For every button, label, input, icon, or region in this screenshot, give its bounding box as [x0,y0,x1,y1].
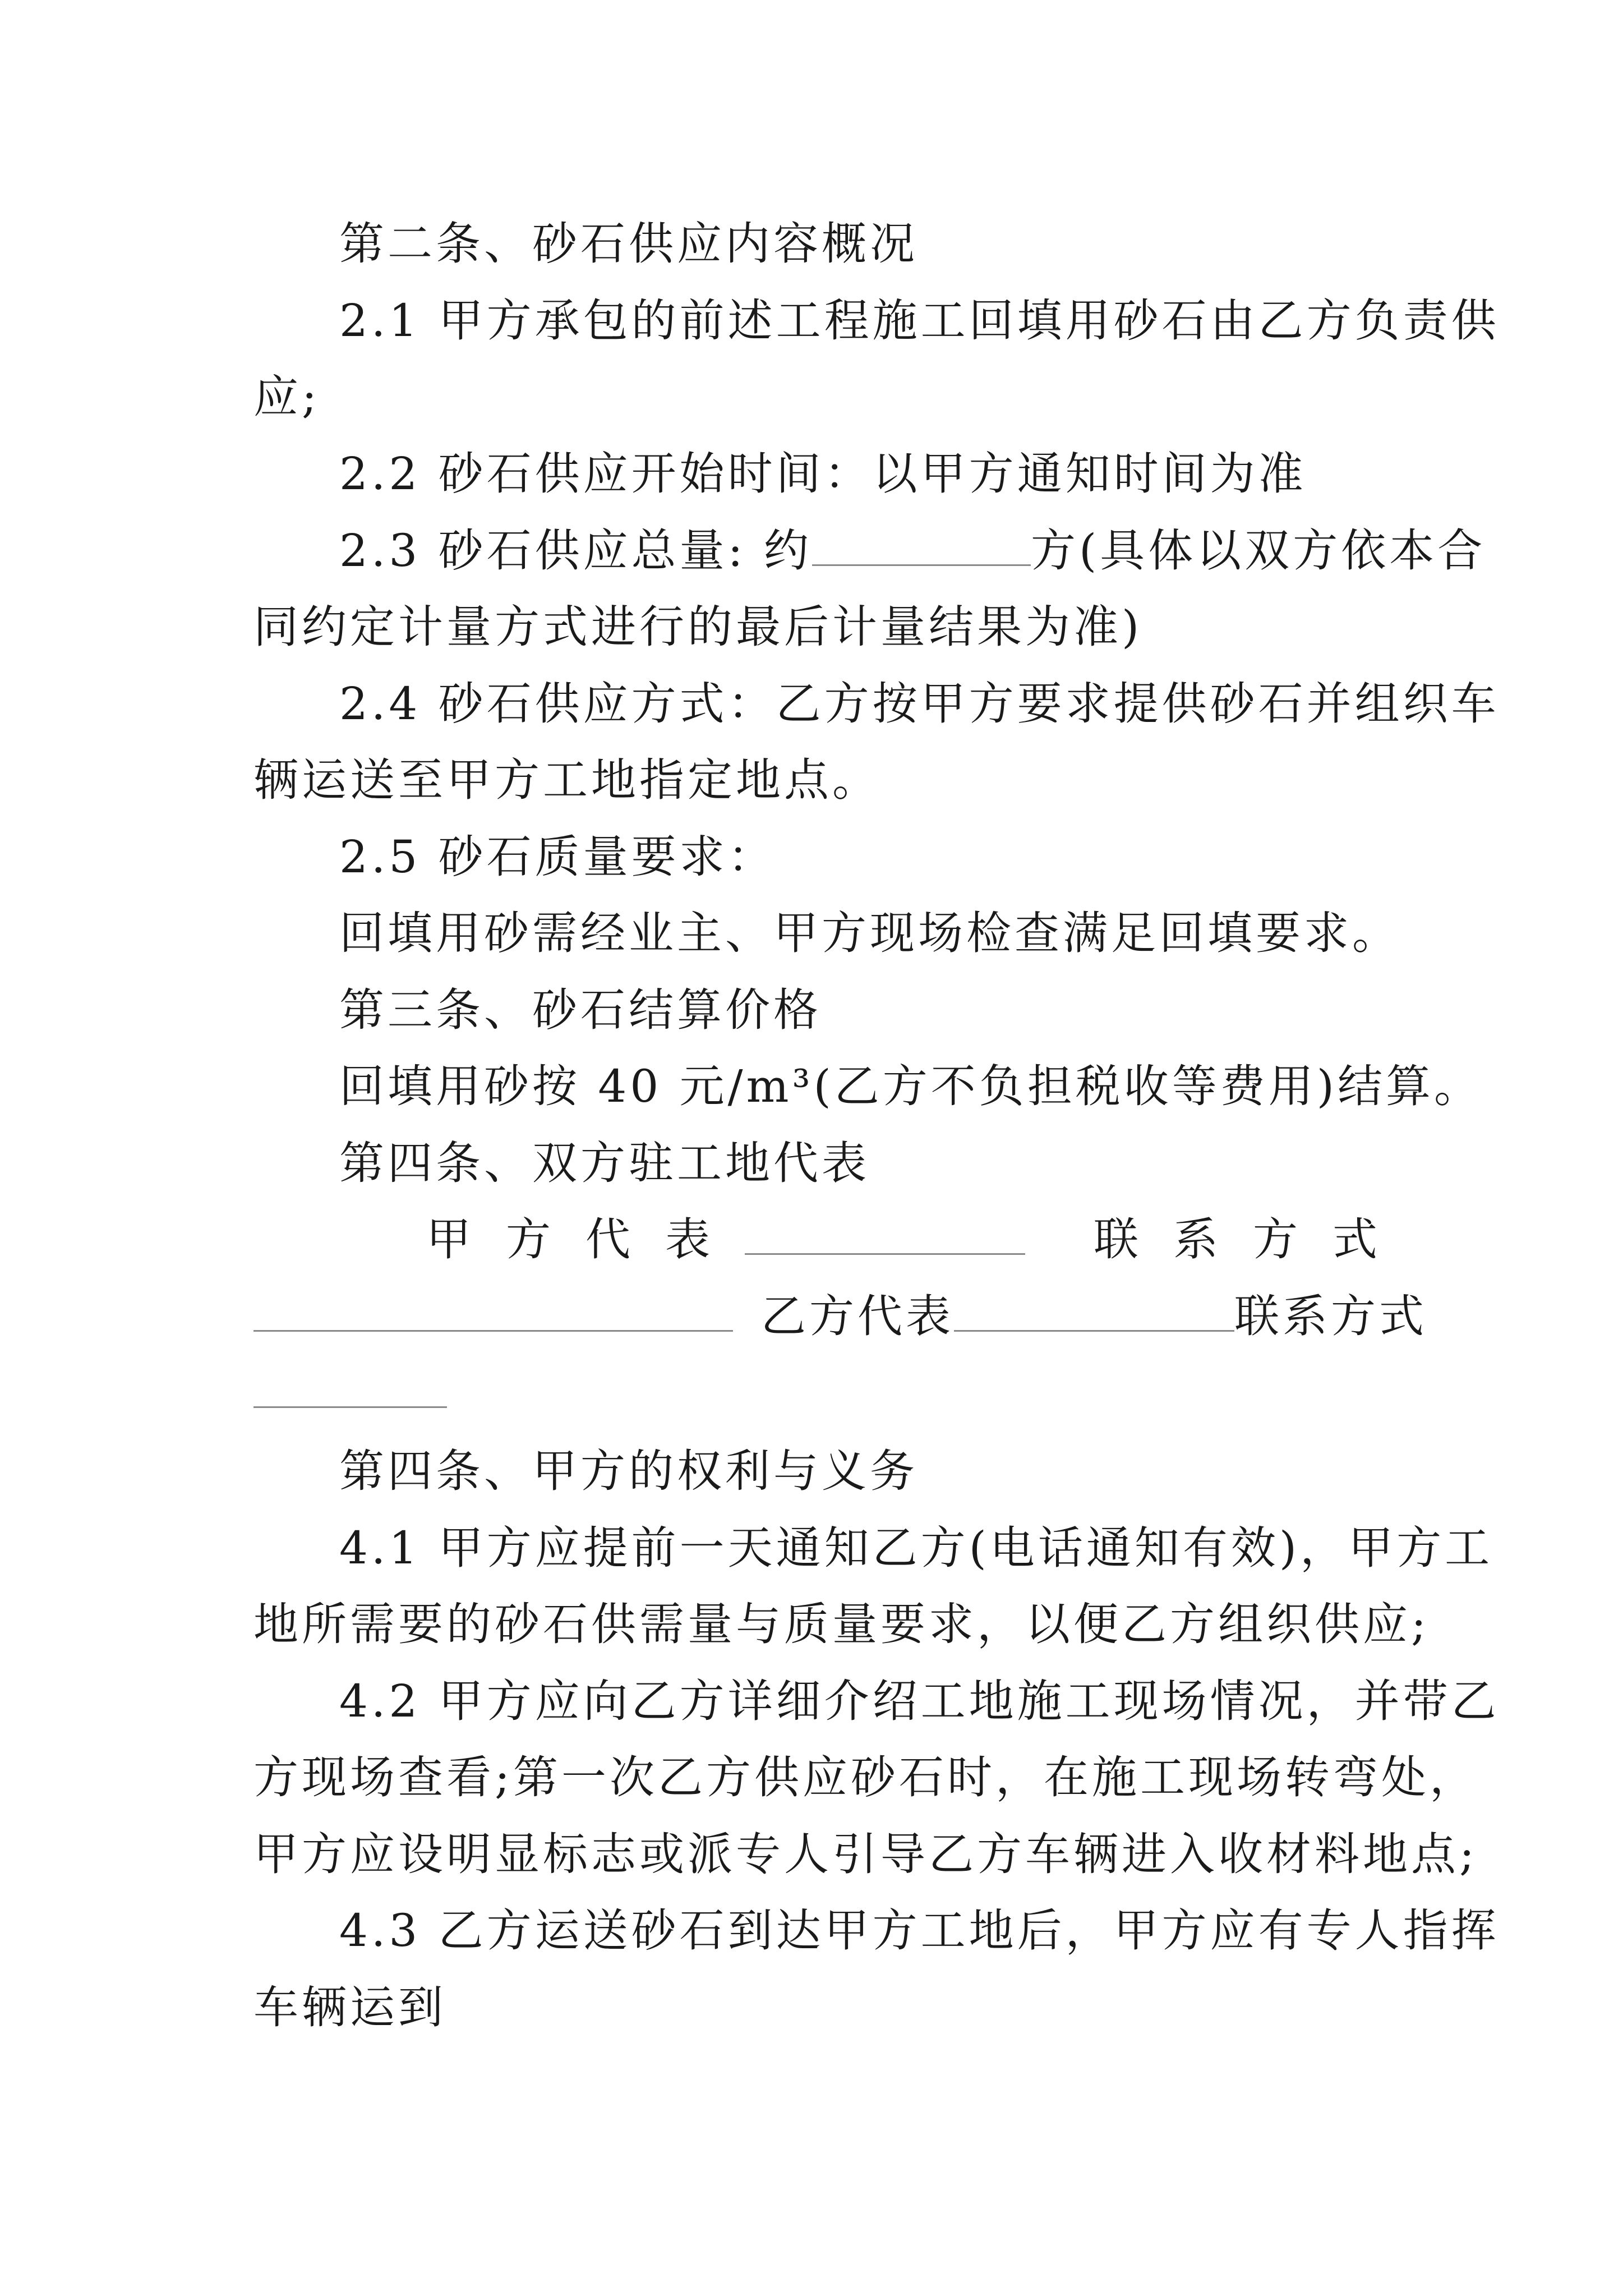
clause-2-5: 2.5 砂石质量要求： [339,831,776,883]
clause-2-2: 2.2 砂石供应开始时间：以甲方通知时间为准 [339,448,1307,500]
section-2-heading: 第二条、砂石供应内容概况 [339,218,918,270]
clause-2-1-line-2: 应; [253,371,320,423]
section-4-heading: 第四条、双方驻工地代表 [339,1137,870,1189]
clause-4-1-line-1: 4.1 甲方应提前一天通知乙方(电话通知有效)，甲方工 [339,1522,1493,1574]
clause-2-3-text-after: 方(具体以双方依本合 [1031,524,1486,577]
clause-4-1-line-2: 地所需要的砂石供需量与质量要求，以便乙方组织供应; [253,1598,1430,1650]
clause-2-3-line-1 [339,523,1486,579]
clause-2-3-line-2: 同约定计量方式进行的最后计量结果为准) [253,601,1143,653]
section-4b-heading: 第四条、甲方的权利与义务 [339,1445,918,1497]
clause-4-3-line-1: 4.3 乙方运送砂石到达甲方工地后，甲方应有专人指挥 [339,1904,1500,1957]
section-3-heading: 第三条、砂石结算价格 [339,984,822,1036]
party-a-rep-label: 甲方代表 [426,1213,745,1266]
party-a-contact-label: 联系方式 [1094,1213,1412,1266]
clause-2-3-text-before: 2.3 砂石供应总量: 约 [339,524,813,577]
party-b-rep-blank [954,1290,1234,1332]
party-b-contact-blank [253,1366,447,1408]
clause-4-2-line-3: 甲方应设明显标志或派专人引导乙方车辆进入收材料地点; [253,1828,1478,1880]
quantity-blank [812,524,1031,566]
clause-4-2-line-1: 4.2 甲方应向乙方详细介绍工地施工现场情况，并带乙 [339,1675,1500,1727]
party-b-rep-label: 乙方代表 [761,1290,954,1342]
clause-4-3-line-2: 车辆运到 [253,1981,446,2033]
party-b-contact-label: 联系方式 [1234,1290,1427,1342]
party-b-contact-line [253,1365,447,1421]
party-a-contact-label-wrap [1094,1212,1412,1268]
settlement-price: 回填用砂按 40 元/m³(乙方不负担税收等费用)结算。 [339,1060,1482,1112]
clause-2-4-line-1: 2.4 砂石供应方式：乙方按甲方要求提供砂石并组织车 [339,678,1500,730]
party-b-rep-line [253,1289,1427,1345]
quality-requirement: 回填用砂需经业主、甲方现场检查满足回填要求。 [339,907,1400,959]
clause-2-1-line-1: 2.1 甲方承包的前述工程施工回填用砂石由乙方负责供 [339,295,1500,347]
clause-4-2-line-2: 方现场查看;第一次乙方供应砂石时，在施工现场转弯处， [253,1751,1478,1803]
party-a-rep-line [426,1212,1025,1268]
party-a-contact-blank [253,1290,733,1332]
party-a-rep-blank [745,1213,1025,1255]
clause-2-4-line-2: 辆运送至甲方工地指定地点。 [253,754,880,806]
